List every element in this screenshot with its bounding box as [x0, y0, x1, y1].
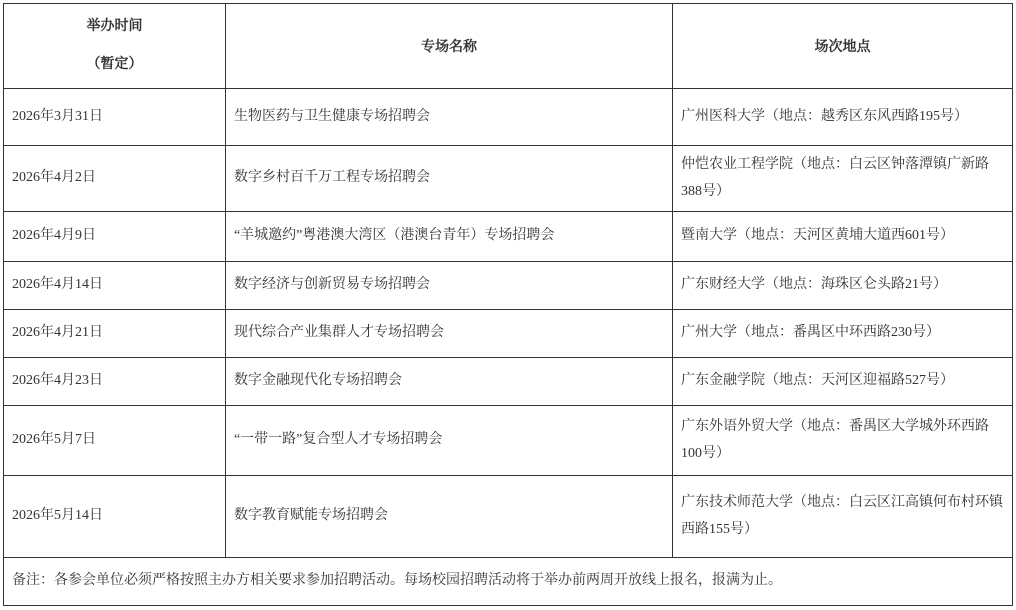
table-row [4, 89, 1013, 146]
table-row [4, 476, 1013, 558]
header-row [4, 4, 1013, 89]
table-header [4, 4, 1013, 89]
cell-date: 2026年4月14日 [4, 262, 226, 310]
note-row [4, 558, 1013, 606]
table-row [4, 212, 1013, 262]
table-row [4, 406, 1013, 476]
table-row [4, 310, 1013, 358]
cell-location: 广东外语外贸大学（地点：番禺区大学城外环西路100号） [672, 406, 1012, 476]
table-row [4, 358, 1013, 406]
cell-date: 2026年5月14日 [4, 476, 226, 558]
header-time-label: 举办时间 [86, 19, 143, 34]
cell-date: 2026年5月7日 [4, 406, 226, 476]
header-session-name: 专场名称 [225, 4, 672, 89]
cell-session-name: 数字教育赋能专场招聘会 [225, 476, 672, 558]
cell-date: 2026年3月31日 [4, 89, 226, 146]
cell-location: 广东金融学院（地点：天河区迎福路527号） [672, 358, 1012, 406]
cell-session-name: 现代综合产业集群人才专场招聘会 [225, 310, 672, 358]
cell-location: 仲恺农业工程学院（地点：白云区钟落潭镇广新路388号） [672, 146, 1012, 212]
cell-location: 暨南大学（地点：天河区黄埔大道西601号） [672, 212, 1012, 262]
cell-location: 广东技术师范大学（地点：白云区江高镇何布村环镇西路155号） [672, 476, 1012, 558]
cell-date: 2026年4月23日 [4, 358, 226, 406]
table-row [4, 262, 1013, 310]
header-location: 场次地点 [672, 4, 1012, 89]
cell-date: 2026年4月21日 [4, 310, 226, 358]
header-time [4, 4, 226, 89]
cell-location: 广东财经大学（地点：海珠区仑头路21号） [672, 262, 1012, 310]
cell-session-name: “羊城邀约”粤港澳大湾区（港澳台青年）专场招聘会 [225, 212, 672, 262]
cell-session-name: 数字乡村百千万工程专场招聘会 [225, 146, 672, 212]
cell-session-name: 数字金融现代化专场招聘会 [225, 358, 672, 406]
cell-date: 2026年4月9日 [4, 212, 226, 262]
header-time-stack [10, 8, 219, 84]
note-cell: 备注：各参会单位必须严格按照主办方相关要求参加招聘活动。每场校园招聘活动将于举办前两周开放线上报名，报满为止。 [4, 558, 1013, 606]
cell-session-name: 数字经济与创新贸易专场招聘会 [225, 262, 672, 310]
job-fair-schedule-table [3, 3, 1013, 606]
cell-session-name: “一带一路”复合型人才专场招聘会 [225, 406, 672, 476]
table-footer [4, 558, 1013, 606]
cell-location: 广州医科大学（地点：越秀区东风西路195号） [672, 89, 1012, 146]
cell-session-name: 生物医药与卫生健康专场招聘会 [225, 89, 672, 146]
table-body [4, 89, 1013, 558]
cell-date: 2026年4月2日 [4, 146, 226, 212]
cell-location: 广州大学（地点：番禺区中环西路230号） [672, 310, 1012, 358]
header-time-sublabel: （暂定） [86, 57, 143, 72]
table-row [4, 146, 1013, 212]
